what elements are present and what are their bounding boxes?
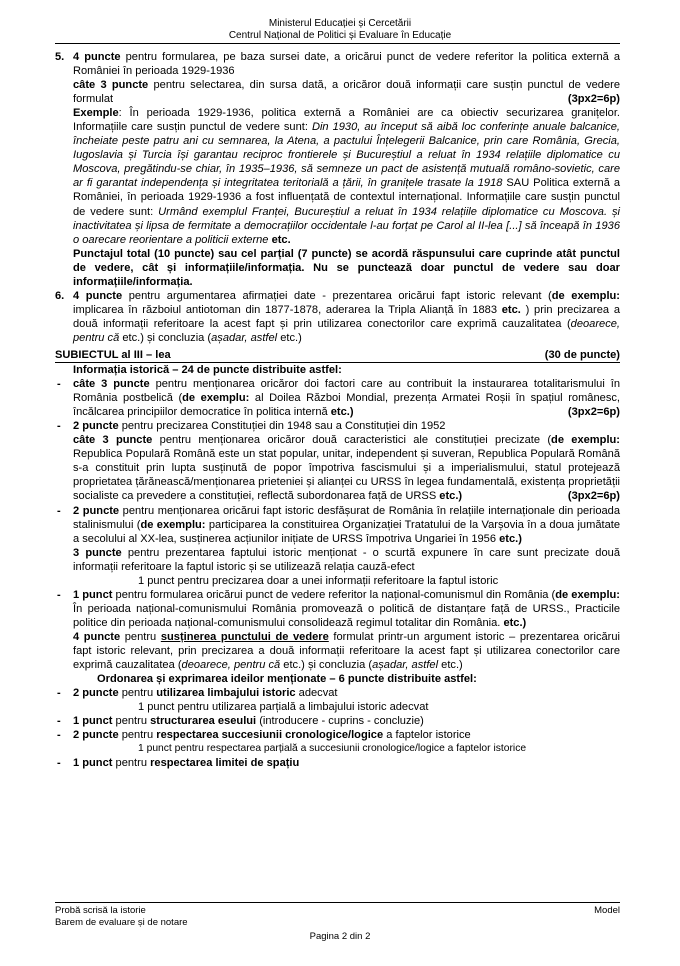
item-6: 6. 4 puncte pentru argumentarea afirmației date - prezentarea oricărui fapt istoric relevant (de exemplu: implicarea în războiul antiotoman din 1877-1878, aderarea la Tripla Alianță în 1883 etc. ) prin precizarea a două informații referitoare la acest fapt și prin utilizarea conectorilor care exprimă cauzalitatea (deoarece, pentru că etc.) și concluzia (așadar, astfel etc.) [55, 289, 620, 344]
criterion-7: - 2 puncte pentru respectarea succesiunii cronologice/logice a faptelor istorice 1 punct pentru respectarea parțială a succesiunii cronologice/logice a faptelor istorice [57, 729, 527, 755]
page-header [0, 18, 680, 42]
criterion-4: - 1 punct pentru formularea oricărui punct de vedere referitor la național-comunismul din România (de exemplu: În perioada național-comunismului România promovează o politică de distanțare față de URSS., Practicile politice din perioada național-comunismului consolidează regimul totalitar din România. etc.) 4 puncte pentru susținerea punctului de vedere formulat printr-un argument istoric – prezentarea oricărui fapt istoric relevant, prin precizarea a două informații referitoare la acest fapt și utilizarea conectorilor care exprimă cauzalitatea (deoarece, pentru că etc.) și concluzia (așadar, astfel etc.) [57, 588, 621, 672]
page-number: Pagina 2 din 2 [309, 931, 371, 942]
info-heading: Informația istorică – 24 de puncte distribuite astfel: [73, 364, 342, 377]
footer-rule [55, 902, 620, 903]
item-5-note: Punctajul total (10 puncte) sau cel parțial (7 puncte) se acordă răspunsului care cuprinde atât punctul de vedere, cât și informațiile/informația. Nu se punctează doar punctul de vedere sau doar informațiile/informația. [73, 247, 620, 288]
item-5 [55, 50, 620, 289]
header-rule [55, 43, 620, 44]
item-number: 6. [55, 289, 65, 302]
doc-name: Barem de evaluare și de notare [55, 917, 188, 928]
document-body [55, 50, 620, 770]
score: (3px2=6p) [567, 93, 620, 106]
criterion-2: - 2 puncte pentru precizarea Constituției din 1948 sau a Constituției din 1952 câte 3 puncte pentru menționarea oricăror două caracteristici ale constituției precizate (de exemplu: Republica Populară Română este un stat popular, unitar, independent și suveran, Republica Populară Română s-a constituit prin lupta susținută de popor împotriva fascismului și a imperialismului, statul protejează proprietatea țărănească/menționarea prieteniei și alianței cu URSS în legea fundamentală, existența proprietății socialiste ca prevedere a constituției, reflectă subordonarea față de URSS etc.) (3px2=6p) [57, 420, 620, 503]
exam-name: Probă scrisă la istorie [55, 905, 146, 916]
order-heading: Ordonarea și exprimarea ideilor menționate – 6 puncte distribuite astfel: [97, 673, 477, 686]
score: (3px2=6p) [567, 406, 620, 419]
item-number: 5. [55, 51, 65, 63]
footer-right: Model [594, 905, 620, 916]
item-5-line-2: câte 3 puncte pentru selectarea, din sursa dată, a oricăror două informații care susțin punctul de vedere formulat (3px2=6p) [73, 79, 621, 106]
score: (3px2=6p) [567, 490, 620, 503]
section-points: (30 de puncte) [544, 348, 620, 361]
criterion-6: - 1 punct pentru structurarea eseului (introducere - cuprins - concluzie) [57, 715, 424, 728]
criterion-5: - 2 puncte pentru utilizarea limbajului istoric adecvat 1 punct pentru utilizarea parțială a limbajului istoric adecvat [57, 687, 429, 714]
criterion-8: - 1 punct pentru respectarea limitei de spațiu [57, 757, 300, 770]
section-title: SUBIECTUL al III – lea [55, 348, 171, 361]
center-name: Centrul Național de Politici și Evaluare în Educație [228, 30, 452, 41]
ministry-name: Ministerul Educației și Cercetării [268, 18, 412, 29]
item-5-examples: Exemple: În perioada 1929-1936, politica externă a României are ca obiectiv securizarea granițelor. Informațiile care susțin punctul de vedere sunt: Din 1930, au început să aibă loc conferințe anuale balcanice, încheiate peste patru ani cu semnarea, la Atena, a pactului Înțelegerii Balcanice, prin care România, Grecia, Iugoslavia și Turcia își garantau reciproc frontierele și Bucureștiul a reluat în 1934 relațiile diplomatice cu Moscova, pregătindu-se chiar, în 1935–1936, să semneze un pact de asistență mutuală româno-sovietic, care ar fi garantat independența și integritatea teritorială a țării, în granițele trasate la 1918 SAU Politica externă a României, în perioada 1929-1936 a fost influențată de contextul internațional. Informațiile care susțin punctul de vedere sunt: Urmând exemplul Franței, Bucureștiul a reluat în 1934 relațiile diplomatice cu Moscova. și inactivitatea și lipsa de fermitate a democrațiilor occidentale l-au forțat pe Carol al II-lea [...] să înceapă în 1936 o oarecare reorientare a politicii externe etc. [73, 107, 621, 246]
criterion-1: - câte 3 puncte pentru menționarea oricăror doi factori care au contribuit la instaurarea totalitarismului în România postbelică (de exemplu: al Doilea Război Mondial, prezența Armatei Roșii în spațiul românesc, încălcarea principiilor democratice în politica internă etc.) (3px2=6p) [57, 378, 620, 419]
criterion-3: - 2 puncte pentru menționarea oricărui fapt istoric desfășurat de România în relațiile internaționale din perioada stalinismului (de exemplu: participarea la constituirea Organizației Tratatului de la Varșovia în a doua jumătate a secolului al XX-lea, susținerea acțiunilor inițiate de URSS împotriva Ungariei în 1956 etc.) 3 puncte pentru prezentarea faptului istoric menționat - o scurtă expunere în care sunt precizate două informații referitoare la faptul istoric și se utilizează relația cauză-efect 1 punct pentru precizarea doar a unei informații referitoare la faptul istoric [57, 504, 620, 587]
footer-left [55, 905, 188, 929]
item-5-line-1: 4 puncte pentru formularea, pe baza sursei date, a oricărui punct de vedere referitor la politica externă a României în perioada 1929-1936 [73, 51, 620, 78]
section-heading [55, 348, 620, 363]
